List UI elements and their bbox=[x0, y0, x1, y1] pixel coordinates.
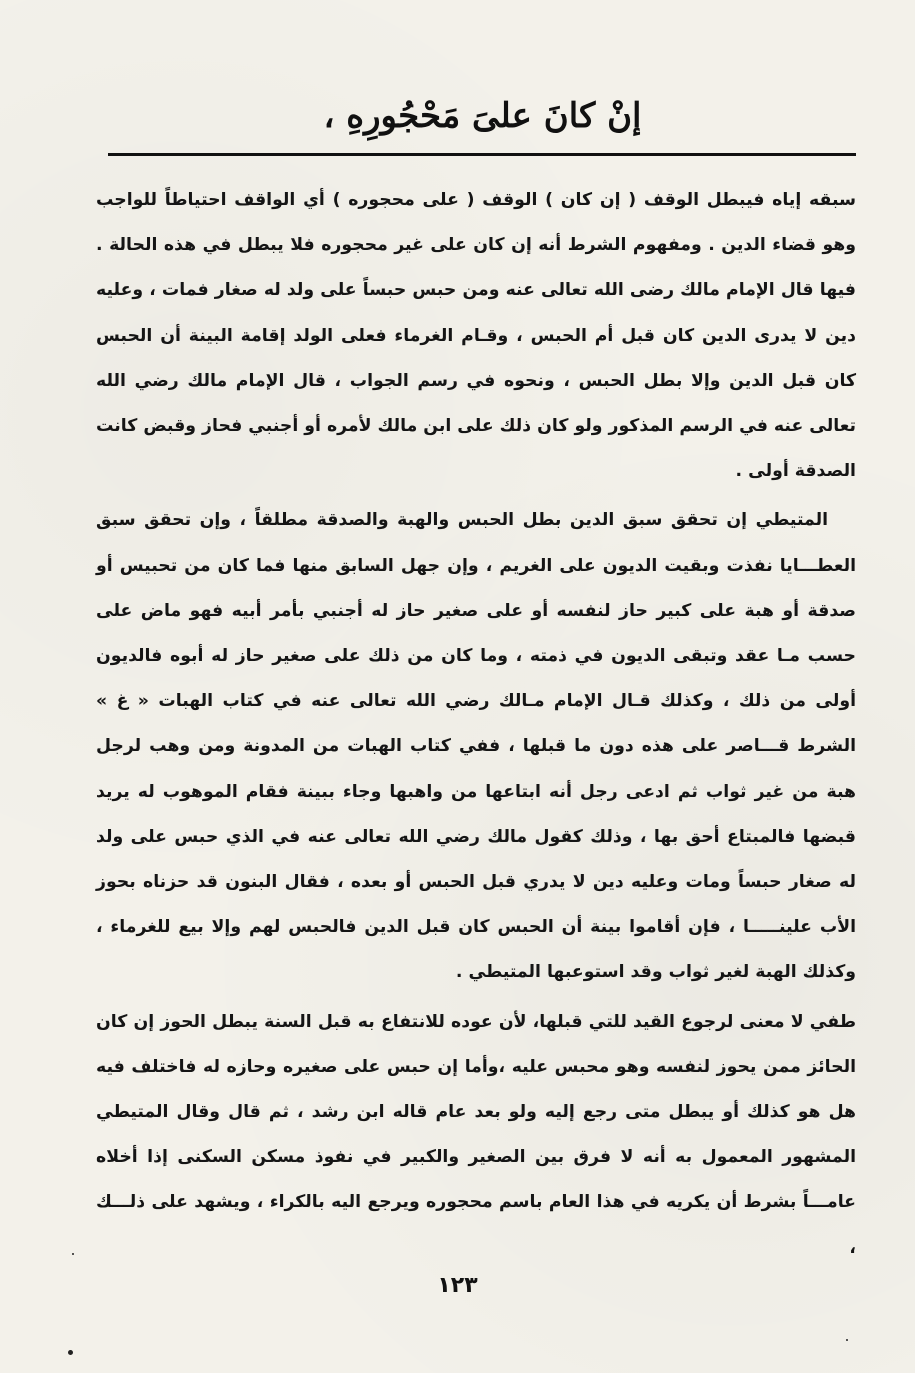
header-rule bbox=[108, 153, 856, 156]
scan-speck bbox=[72, 1253, 74, 1255]
running-header: إنْ كانَ علىَ مَحْجُورِهِ ، bbox=[323, 96, 642, 136]
paragraph-2: المتيطي إن تحقق سبق الدين بطل الحبس والهبة والصدقة مطلقاً ، وإن تحقق سبق العطـــايا نفذت وبقيت الديون على الغريم ، وإن جهل السابق منها فما كان من تحبيس أو صدقة أو هبة على كبير حاز لنفسه أو على صغير حاز له أجنبي بأمر أبيه فهو ماض على حسب مـا عقد وتبقى الديون في ذمته ، وما كان من ذلك على صغير حاز له أبوه فالديون أولى من ذلك ، وكذلك قـال الإمام مـالك رضي الله تعالى عنه في كتاب الهبات « غ » الشرط قـــاصر على هذه دون ما قبلها ، ففي كتاب الهبات من المدونة ومن وهب لرجل هبة من غير ثواب ثم ادعى رجل أنه ابتاعها من واهبها وجاء ببينة فقام الموهوب له يريد قبضها فالمبتاع أحق بها ، وذلك كقول مالك رضي الله تعالى عنه في الذي حبس على ولد له صغار حبساً ومات وعليه دين لا يدري قبل الحبس أو بعده ، فقال البنون قد حزناه بحوز الأب علينـــــا ، فإن أقاموا بينة أن الحبس كان قبل الدين فالحبس لهم وإلا بيع للغرماء ، وكذلك الهبة لغير ثواب وقد استوعبها المتيطي . bbox=[96, 510, 856, 983]
scan-speck bbox=[846, 1339, 848, 1341]
paragraph-3: طفي لا معنى لرجوع القيد للتي قبلها، لأن عوده للانتفاع به قبل السنة يبطل الحوز إن كان الحائز ممن يحوز لنفسه وهو محبس عليه ،وأما إن حبس على صغيره وحازه له فاختلف فيه هل هو كذلك أو يبطل متى رجع إليه ولو بعد عام قاله ابن رشد ، ثم قال وقال المتيطي المشهور المعمول به أنه لا فرق بين الصغير والكبير في نفوذ مسكن السكنى إذا أخلاه عامـــاً بشرط أن يكريه في هذا العام باسم محجوره ويرجع اليه بالكراء ، ويشهد على ذلـــك ، bbox=[96, 1011, 856, 1258]
main-text-block bbox=[96, 178, 856, 1271]
scan-speck bbox=[68, 1350, 73, 1355]
page-number: ١٢٣ bbox=[437, 1273, 478, 1298]
paragraph-1: سبقه إياه فيبطل الوقف ( إن كان ) الوقف ( على محجوره ) أي الواقف احتياطاً للواجب وهو قضاء الدين . ومفهوم الشرط أنه إن كان على غير محجوره فلا يبطل في هذه الحالة . فيها قال الإمام مالك رضى الله تعالى عنه ومن حبس حبساً على ولد له صغار فمات ، وعليه دين لا يدرى الدين كان قبل أم الحبس ، وقـام الغرماء فعلى الولد إقامة البينة أن الحبس كان قبل الدين وإلا بطل الحبس ، ونحوه في رسم الجواب ، قال الإمام مالك رضي الله تعالى عنه في الرسم المذكور ولو كان ذلك على ابن مالك لأمره أو أجنبي فحاز وقبض كانت الصدقة أولى . bbox=[96, 190, 856, 482]
